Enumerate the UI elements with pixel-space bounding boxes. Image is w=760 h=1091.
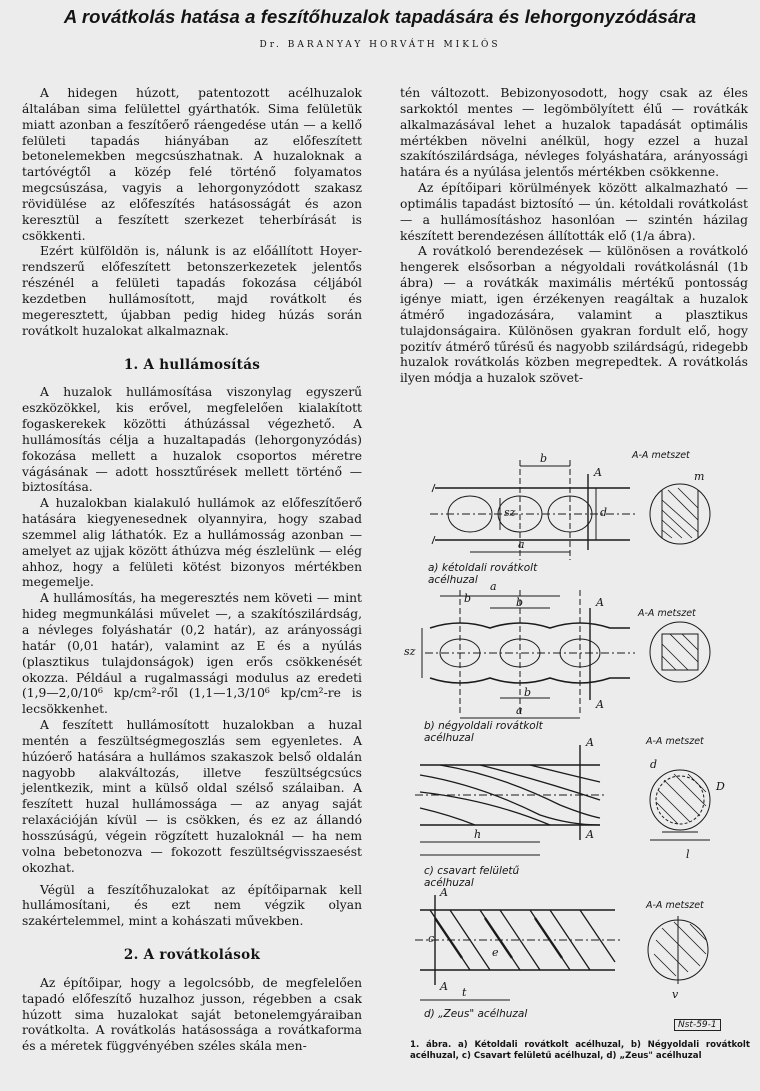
- dim-label: d: [600, 506, 608, 519]
- dim-label: A: [596, 698, 604, 711]
- panel-b-section: [650, 622, 710, 682]
- panel-c-section: [650, 770, 710, 840]
- dim-label: A: [596, 596, 604, 609]
- dim-label: a: [518, 538, 525, 551]
- dim-label: a: [490, 580, 497, 593]
- dim-label: A: [586, 736, 594, 749]
- panel-label-b: b) négyoldali rovátkolt acélhuzal: [424, 720, 543, 744]
- paragraph: A feszített hullámosított huzalokban a huzal mentén a feszültségmegoszlás sem egyenletes. A húzóerő hatására a hullámos szakaszok belső oldalán nagyobb alakváltozás, illetve feszültségcsúcs jelentkezik, mint a külső oldal szélső szálaiban. A feszített huzal hullámossága — az anyag saját relaxációján kívül — is csökken, és ez az állandó hosszúságú, végein rögzített huzaloknál — ha nem volna bebetonozva — fokozott feszültségvisszaesést okozhat.: [22, 718, 362, 875]
- paragraph: A hullámosítás, ha megeresztés nem követi — mint hideg megmunkálási művelet —, a szakítószilárdság, a névleges folyáshatár (0,2 határ), az arányossági határ (0,01 határ), valamint az E és a nyúlás (plasztikus tulajdonságok) igen erős csökkenését okozza. Például a rugalmassági modulus az eredeti (1,9—2,0/10⁶ kp/cm²-ről (1,1—1,3/10⁶ kp/cm²-re is lecsökkenhet.: [22, 591, 362, 717]
- right-column: [400, 86, 748, 387]
- dim-label: t: [462, 986, 467, 999]
- dim-label: m: [694, 470, 705, 483]
- section-heading: 1. A hullámosítás: [123, 356, 261, 373]
- dim-label: v: [672, 988, 679, 1001]
- dim-label: d: [650, 758, 658, 771]
- dim-label: b: [464, 592, 472, 605]
- section-label-b: A-A metszet: [638, 608, 696, 619]
- dim-label: A: [440, 980, 448, 993]
- dim-label: D: [716, 780, 725, 793]
- dim-label: b: [524, 686, 532, 699]
- dim-label: sz: [504, 506, 516, 519]
- dim-label: sz: [404, 645, 416, 658]
- dim-label: c: [428, 932, 435, 945]
- section-heading: 2. A rovátkolások: [123, 947, 261, 964]
- dim-label: A: [440, 886, 448, 899]
- paragraph: Az építőipari körülmények között alkalmazható — optimális tapadást biztosító — ún. kétoldali rovátkolást — a hullámosításhoz hasonlóan — szintén házilag készített berendezésen állították elő (1/a ábra).: [400, 181, 748, 243]
- section-label-d: A-A metszet: [646, 900, 704, 911]
- left-column: [22, 86, 362, 1055]
- paragraph: Az építőipar, hogy a legolcsóbb, de megfelelően tapadó előfeszítő huzalhoz jusson, régebben a csak húzott sima huzalokat saját betonelemgyáraiban rovátkolta. A rovátkolás hatásossága a rovátkaforma és a méretek függvényében széles skála men-: [22, 975, 362, 1054]
- figure-stamp: Nst-59-1: [674, 1019, 721, 1031]
- figure-1: [400, 440, 750, 1050]
- dim-label: A: [586, 828, 594, 841]
- paragraph: A rovátkoló berendezések — különösen a rovátkoló hengerek elsősorban a négyoldali rovátkolásnál (1b ábra) — a rovátkák maximális mértékű pontosság igénye miatt, igen érzékenyen reagáltak a huzalok átmérő ingadozására, valamint a plasztikus tulajdonságaira. Különösen gyakran fordult elő, hogy pozitív átmérő tűrésű és nagyobb szilárdságú, ridegebb huzalok rovátkolás közben megrepedtek. A rovátkolás ilyen módja a huzalok szövet-: [400, 244, 748, 386]
- dim-label: e: [492, 946, 499, 959]
- paragraph: Végül a feszítőhuzalokat az építőiparnak kell hullámosítani, és ezt nem végzik olyan szakértelemmel, mint a kohászati művekben.: [22, 882, 362, 929]
- panel-label-c: c) csavart felületű acélhuzal: [424, 865, 520, 889]
- panel-label-d: d) „Zeus" acélhuzal: [424, 1008, 528, 1020]
- panel-a-section: [650, 484, 710, 544]
- dim-label: a: [516, 704, 523, 717]
- dim-label: l: [686, 848, 690, 861]
- dim-label: h: [474, 828, 482, 841]
- paragraph: A huzalok hullámosítása viszonylag egyszerű eszközökkel, kis erővel, megfelelően kialakított fogaskerekek közötti áthúzással végezhető. A hullámosítás célja a huzaltapadás (lehorgonyzódás) fokozása mellett a huzalok csoportos méretre vágásának — adott hossztűrések mellett történő — biztosítása.: [22, 385, 362, 495]
- dim-label: A: [594, 466, 602, 479]
- figure-caption: 1. ábra. a) Kétoldali rovátkolt acélhuzal, b) Négyoldali rovátkolt acélhuzal, c) Csavart felületű acélhuzal, d) „Zeus" acélhuzal: [410, 1040, 750, 1061]
- section-label-a: A-A metszet: [632, 450, 690, 461]
- paragraph: tén változott. Bebizonyosodott, hogy csak az éles sarkoktól mentes — legömbölyített élű — rovátkák alkalmazásával lehet a huzalok tapadását optimális mértékben növelni anélkül, hogy ezzel a huzal szakítószilárdsága, névleges folyáshatára, arányossági határa és a nyúlása jelentős mértékben csökkenne.: [400, 86, 748, 180]
- panel-d-section: [648, 916, 708, 984]
- section-label-c: A-A metszet: [646, 736, 704, 747]
- panel-label-a: a) kétoldali rovátkolt acélhuzal: [428, 562, 538, 586]
- dim-label: b: [516, 596, 524, 609]
- dim-label: b: [540, 452, 548, 465]
- paragraph: A hidegen húzott, patentozott acélhuzalok általában sima felülettel gyárthatók. Sima felületük miatt azonban a feszítőerő ráengedése után — a kellő felületi tapadás hiányában az előfeszített betonelemekben megcsúszhatnak. A huzaloknak a tartóvégtől a közép felé történő folyamatos megcsúszása, vagyis a lehorgonyzódott szakasz rövidülése az előfeszítés hatásosságát és azon keresztül a feszített szerkezet teherbírását is csökkenti.: [22, 86, 362, 243]
- article-title: A rovátkolás hatása a feszítőhuzalok tapadására és lehorgonyzódására: [63, 6, 697, 27]
- author-name: Dr. BARANYAY HORVÁTH MIKLÓS: [259, 40, 501, 50]
- paragraph: Ezért külföldön is, nálunk is az előállított Hoyer-rendszerű előfeszített betonszerkezetek jelentős részénél a felületi tapadás fokozása céljából kezdetben hullámosított, majd rovátkolt és megeresztett, újabban pedig hideg húzás során rovátkolt huzalokat alkalmaznak.: [22, 244, 362, 338]
- paragraph: A huzalokban kialakuló hullámok az előfeszítőerő hatására kiegyenesednek olyannyira, hogy szabad szemmel alig láthatók. Ez a hullámosság azonban — amelyet az ujjak között áthúzva még észlelünk — elég ahhoz, hogy a felületi kötést bizonyos mértékben megemelje.: [22, 496, 362, 590]
- panel-c-wire: [415, 745, 605, 855]
